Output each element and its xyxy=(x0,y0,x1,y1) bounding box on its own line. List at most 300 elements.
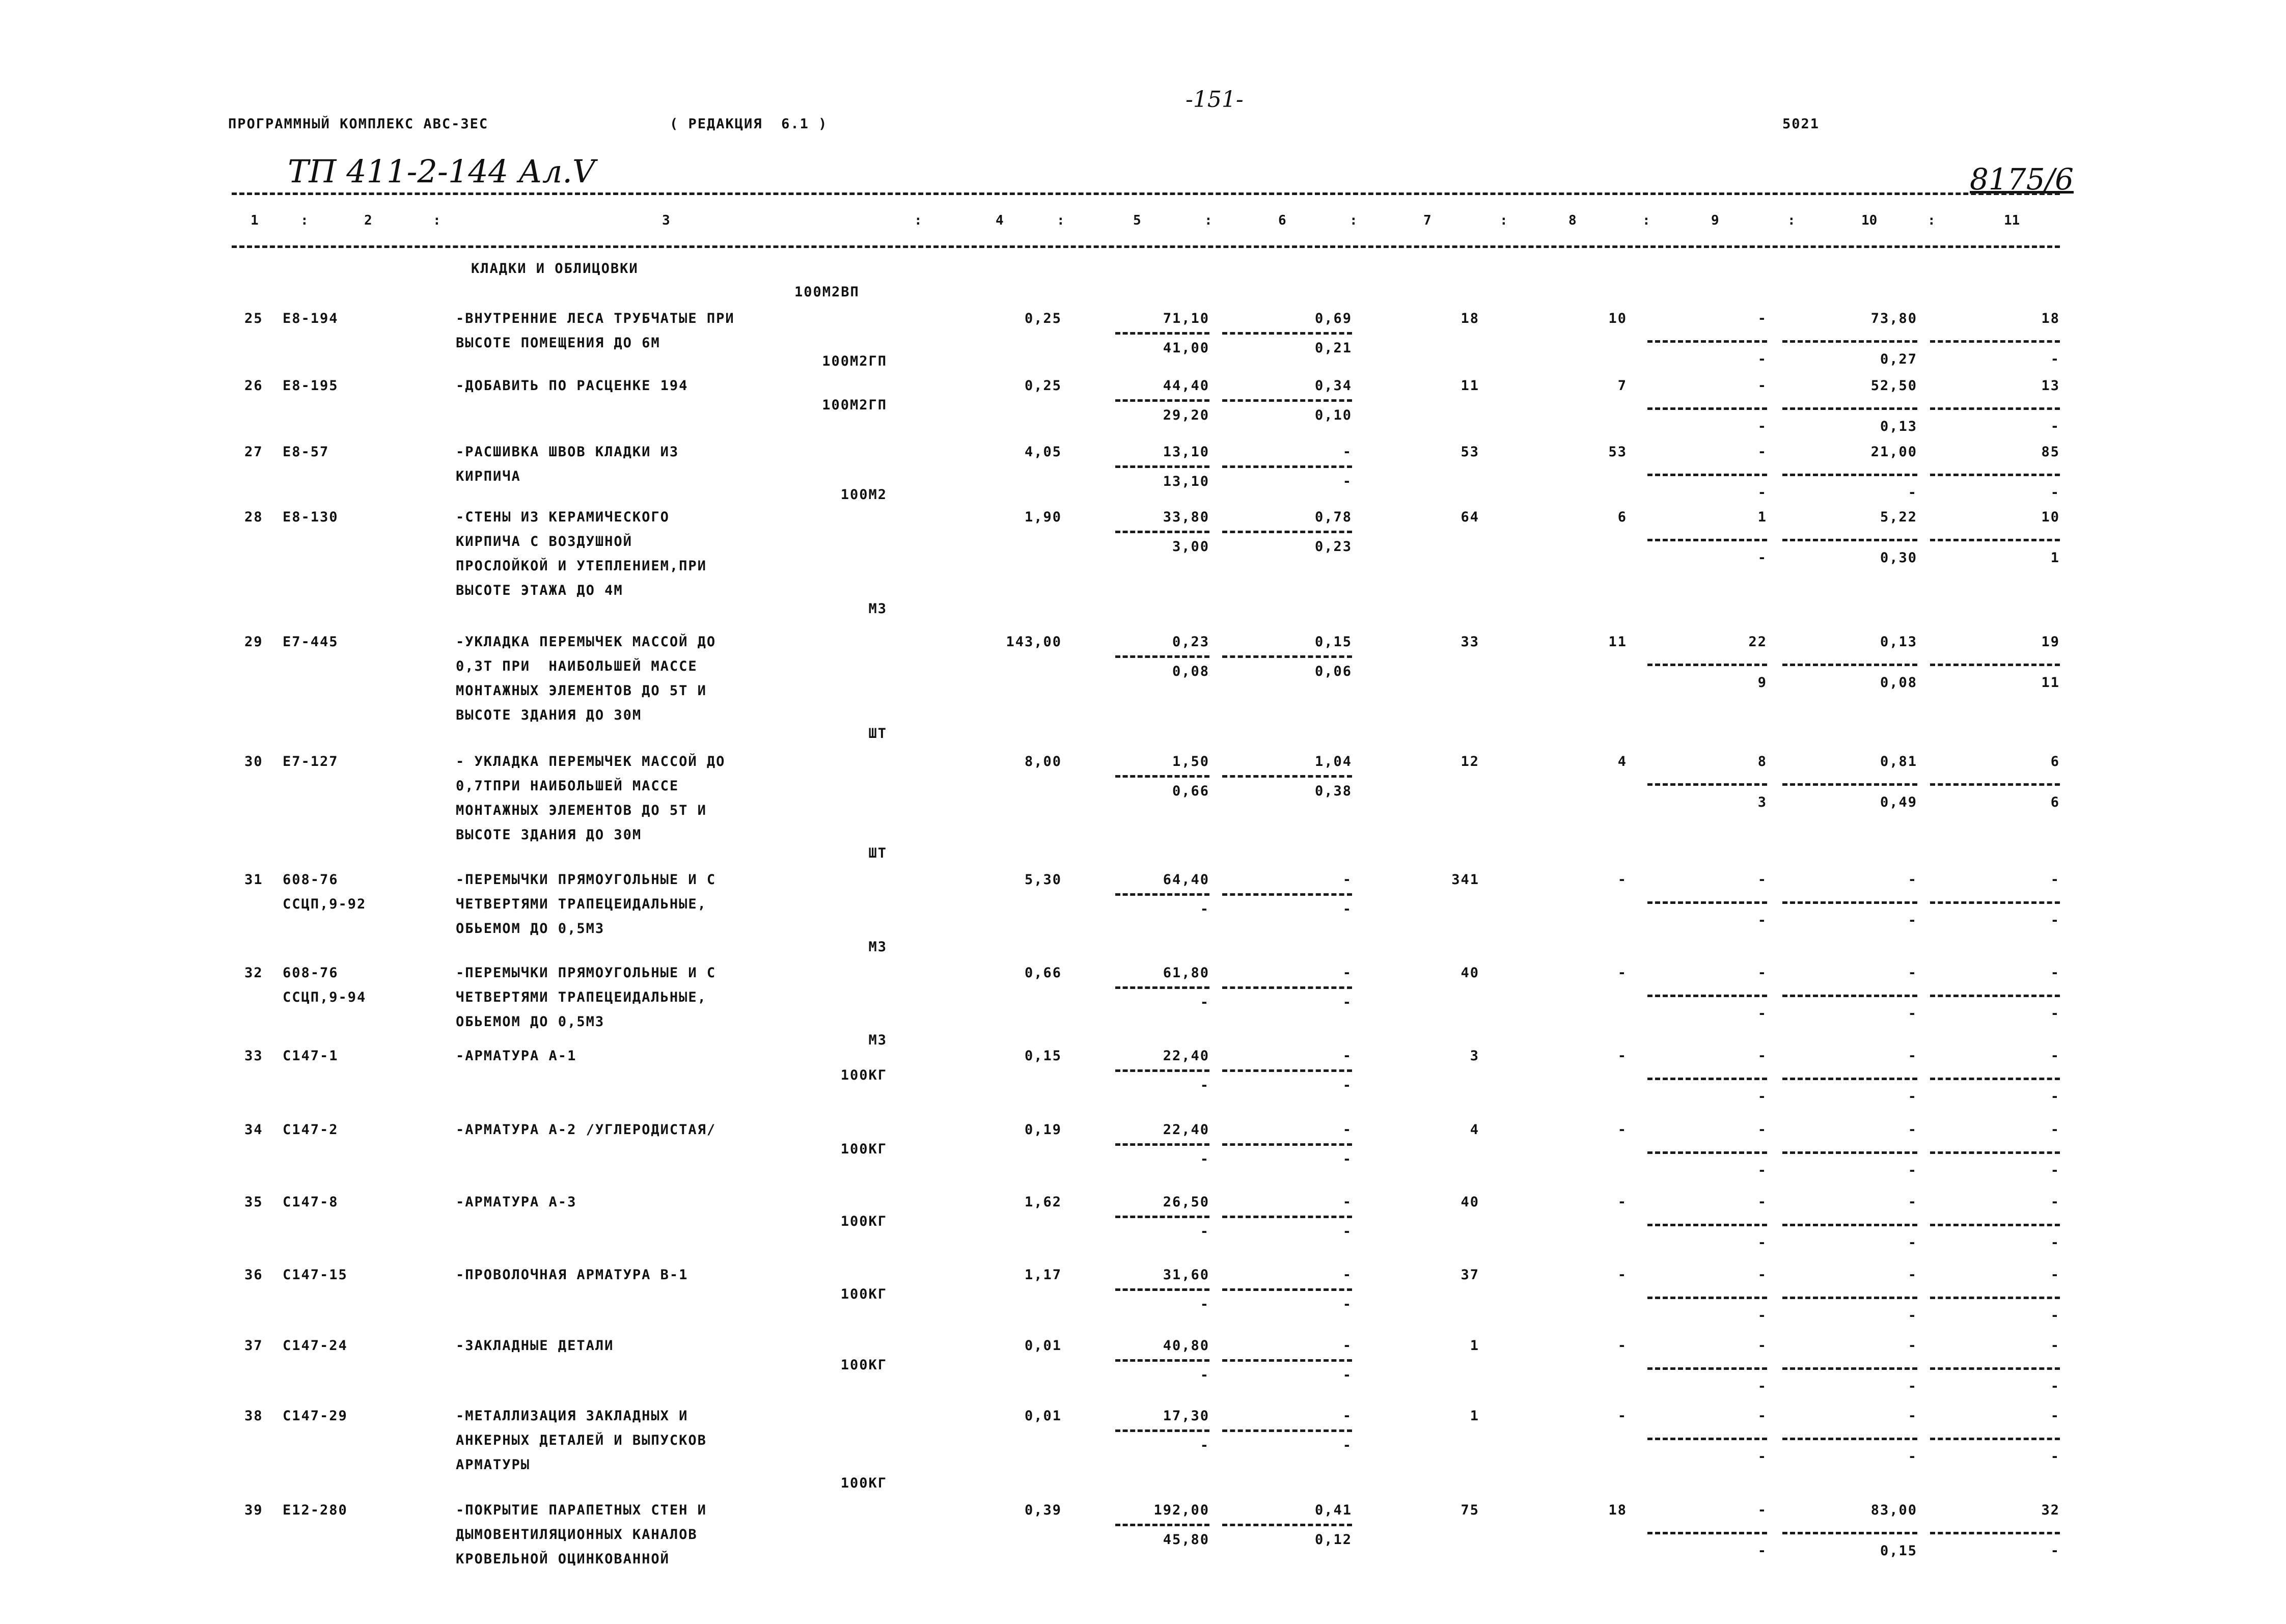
cell-c4: 143,00 xyxy=(1006,634,1062,650)
cell-c5: 26,50 xyxy=(1163,1194,1209,1210)
column-header-6: 6 xyxy=(1278,213,1286,228)
cell-c10: 73,80 xyxy=(1870,311,1917,326)
subtotal-rule xyxy=(1115,1429,1209,1432)
cell-bottom-c11: - xyxy=(2050,419,2060,434)
subtotal-rule xyxy=(1115,655,1209,658)
cell-bottom-c10: 0,15 xyxy=(1880,1543,1917,1559)
subtotal-rule xyxy=(1930,407,2060,410)
cell-c4: 4,05 xyxy=(1024,444,1062,460)
subtotal-rule xyxy=(1782,1297,1917,1299)
cell-c9: - xyxy=(1757,1194,1767,1210)
subtotal-rule xyxy=(1930,1438,2060,1440)
cell-c4: 0,25 xyxy=(1024,311,1062,326)
cell-bottom-c11: - xyxy=(2050,1163,2060,1178)
cell-bottom-c5: - xyxy=(1200,1438,1209,1453)
cell-c11: 32 xyxy=(2041,1502,2060,1518)
cell-c4: 1,90 xyxy=(1024,509,1062,525)
subtotal-rule xyxy=(1930,1532,2060,1534)
cell-c5: 31,60 xyxy=(1163,1267,1209,1283)
subtotal-rule xyxy=(1222,531,1352,533)
row-description: МОНТАЖНЫХ ЭЛЕМЕНТОВ ДО 5Т И xyxy=(456,683,707,699)
row-unit: 100М2ГП xyxy=(822,397,887,413)
cell-c7: 4 xyxy=(1470,1122,1479,1138)
cell-c11: - xyxy=(2050,1408,2060,1424)
cell-c8: - xyxy=(1617,1338,1627,1354)
subtotal-rule xyxy=(1222,399,1352,402)
cell-bottom-c9: - xyxy=(1757,1089,1767,1105)
cell-c11: 19 xyxy=(2041,634,2060,650)
cell-c7: 75 xyxy=(1461,1502,1479,1518)
row-description: АНКЕРНЫХ ДЕТАЛЕЙ И ВЫПУСКОВ xyxy=(456,1433,707,1448)
row-description: -СТЕНЫ ИЗ КЕРАМИЧЕСКОГО xyxy=(456,509,670,525)
subtotal-rule xyxy=(1647,1367,1767,1370)
cell-c10: 21,00 xyxy=(1870,444,1917,460)
cell-bottom-c10: 0,27 xyxy=(1880,351,1917,367)
cell-bottom-c5: 29,20 xyxy=(1163,407,1209,423)
cell-bottom-c5: 13,10 xyxy=(1163,474,1209,489)
cell-c11: 13 xyxy=(2041,378,2060,394)
row-unit: ШТ xyxy=(868,726,887,741)
row-unit: 100КГ xyxy=(840,1214,887,1229)
cell-c7: 1 xyxy=(1470,1408,1479,1424)
subtotal-rule xyxy=(1115,1359,1209,1362)
row-description: -ПРОВОЛОЧНАЯ АРМАТУРА В-1 xyxy=(456,1267,688,1283)
cell-bottom-c10: 0,49 xyxy=(1880,794,1917,810)
row-unit: М3 xyxy=(868,939,887,955)
subtotal-rule xyxy=(1782,1078,1917,1080)
cell-c9: - xyxy=(1757,1338,1767,1354)
row-number: 29 xyxy=(244,634,263,650)
cell-c11: - xyxy=(2050,1267,2060,1283)
header-rule-bottom xyxy=(232,245,2060,248)
row-code: ССЦП,9-92 xyxy=(283,896,367,912)
row-number: 27 xyxy=(244,444,263,460)
cell-c10: - xyxy=(1908,1122,1917,1138)
row-number: 36 xyxy=(244,1267,263,1283)
subtotal-rule xyxy=(1222,1143,1352,1146)
cell-bottom-c6: 0,21 xyxy=(1314,340,1352,356)
subtotal-rule xyxy=(1782,901,1917,904)
row-number: 32 xyxy=(244,965,263,981)
subtotal-rule xyxy=(1647,340,1767,343)
cell-bottom-c10: - xyxy=(1908,1308,1917,1324)
cell-bottom-c6: 0,23 xyxy=(1314,539,1352,555)
cell-bottom-c9: - xyxy=(1757,1163,1767,1178)
column-separator: : xyxy=(1204,213,1213,228)
cell-bottom-c6: - xyxy=(1342,1297,1352,1312)
row-description: -АРМАТУРА А-3 xyxy=(456,1194,577,1210)
row-description: ВЫСОТЕ ПОМЕЩЕНИЯ ДО 6М xyxy=(456,335,660,351)
row-code: ССЦП,9-94 xyxy=(283,989,367,1005)
cell-c7: 40 xyxy=(1461,1194,1479,1210)
cell-bottom-c11: 1 xyxy=(2050,550,2060,566)
row-code: С147-1 xyxy=(283,1048,339,1064)
cell-bottom-c9: - xyxy=(1757,1235,1767,1251)
cell-c6: - xyxy=(1342,1267,1352,1283)
cell-c10: - xyxy=(1908,872,1917,888)
row-code: Е12-280 xyxy=(283,1502,348,1518)
cell-c4: 1,17 xyxy=(1024,1267,1062,1283)
cell-bottom-c11: - xyxy=(2050,1543,2060,1559)
section-unit: 100М2ВП xyxy=(794,284,860,300)
subtotal-rule xyxy=(1782,407,1917,410)
subtotal-rule xyxy=(1222,465,1352,468)
cell-c10: - xyxy=(1908,1048,1917,1064)
cell-c7: 53 xyxy=(1461,444,1479,460)
cell-c11: - xyxy=(2050,1122,2060,1138)
header-rule-top xyxy=(232,192,2060,195)
column-separator: : xyxy=(1349,213,1358,228)
row-description: -УКЛАДКА ПЕРЕМЫЧЕК МАССОЙ ДО xyxy=(456,634,717,650)
cell-c9: 22 xyxy=(1748,634,1767,650)
cell-c4: 0,15 xyxy=(1024,1048,1062,1064)
subtotal-rule xyxy=(1647,664,1767,666)
row-unit: М3 xyxy=(868,1032,887,1048)
row-description: -ПЕРЕМЫЧКИ ПРЯМОУГОЛЬНЫЕ И С xyxy=(456,872,717,888)
cell-c5: 44,40 xyxy=(1163,378,1209,394)
subtotal-rule xyxy=(1782,995,1917,997)
column-header-2: 2 xyxy=(364,213,372,228)
cell-bottom-c6: - xyxy=(1342,474,1352,489)
row-code: Е7-127 xyxy=(283,754,339,769)
subtotal-rule xyxy=(1222,1524,1352,1526)
cell-c8: 4 xyxy=(1617,754,1627,769)
cell-bottom-c6: - xyxy=(1342,995,1352,1010)
cell-c6: 1,04 xyxy=(1314,754,1352,769)
subtotal-rule xyxy=(1222,775,1352,778)
cell-c6: 0,69 xyxy=(1314,311,1352,326)
row-number: 34 xyxy=(244,1122,263,1138)
column-separator: : xyxy=(1642,213,1650,228)
cell-bottom-c6: - xyxy=(1342,1151,1352,1167)
row-number: 39 xyxy=(244,1502,263,1518)
cell-c7: 11 xyxy=(1461,378,1479,394)
sheet-number: 8175/6 xyxy=(1970,162,2074,197)
cell-bottom-c6: 0,10 xyxy=(1314,407,1352,423)
column-separator: : xyxy=(1500,213,1508,228)
cell-c11: - xyxy=(2050,1048,2060,1064)
cell-c8: - xyxy=(1617,1048,1627,1064)
cell-c6: - xyxy=(1342,444,1352,460)
cell-c8: 53 xyxy=(1608,444,1627,460)
page-number: -151- xyxy=(1186,87,1244,113)
cell-c11: 85 xyxy=(2041,444,2060,460)
cell-bottom-c9: - xyxy=(1757,1543,1767,1559)
subtotal-rule xyxy=(1782,664,1917,666)
cell-c9: - xyxy=(1757,311,1767,326)
cell-c6: - xyxy=(1342,1408,1352,1424)
section-title: КЛАДКИ И ОБЛИЦОВКИ xyxy=(471,261,639,277)
row-number: 38 xyxy=(244,1408,263,1424)
row-description: -ДОБАВИТЬ ПО РАСЦЕНКЕ 194 xyxy=(456,378,688,394)
subtotal-rule xyxy=(1222,1288,1352,1291)
project-code: ТП 411-2-144 Ал.V xyxy=(288,153,595,190)
cell-c10: 0,81 xyxy=(1880,754,1917,769)
row-number: 35 xyxy=(244,1194,263,1210)
row-unit: М3 xyxy=(868,601,887,617)
cell-c5: 13,10 xyxy=(1163,444,1209,460)
subtotal-rule xyxy=(1222,1216,1352,1218)
row-code: Е8-195 xyxy=(283,378,339,394)
cell-c8: - xyxy=(1617,1194,1627,1210)
cell-bottom-c11: - xyxy=(2050,1308,2060,1324)
row-code: Е8-57 xyxy=(283,444,329,460)
cell-bottom-c10: - xyxy=(1908,1163,1917,1178)
cell-bottom-c5: 45,80 xyxy=(1163,1532,1209,1548)
cell-bottom-c9: - xyxy=(1757,1006,1767,1022)
subtotal-rule xyxy=(1782,1367,1917,1370)
row-description: ЧЕТВЕРТЯМИ ТРАПЕЦЕИДАЛЬНЫЕ, xyxy=(456,989,707,1005)
cell-bottom-c11: 6 xyxy=(2050,794,2060,810)
row-description: -АРМАТУРА А-2 /УГЛЕРОДИСТАЯ/ xyxy=(456,1122,717,1138)
row-description: КИРПИЧА xyxy=(456,469,521,484)
subtotal-rule xyxy=(1647,407,1767,410)
cell-bottom-c6: 0,38 xyxy=(1314,783,1352,799)
cell-c9: 1 xyxy=(1757,509,1767,525)
cell-bottom-c6: - xyxy=(1342,1078,1352,1093)
cell-c4: 8,00 xyxy=(1024,754,1062,769)
column-separator: : xyxy=(914,213,922,228)
cell-c6: - xyxy=(1342,1194,1352,1210)
row-description: КИРПИЧА С ВОЗДУШНОЙ xyxy=(456,534,632,549)
column-header-9: 9 xyxy=(1711,213,1719,228)
cell-c10: - xyxy=(1908,1408,1917,1424)
row-code: С147-8 xyxy=(283,1194,339,1210)
subtotal-rule xyxy=(1647,539,1767,541)
column-separator: : xyxy=(1057,213,1065,228)
cell-c10: 0,13 xyxy=(1880,634,1917,650)
cell-c10: 52,50 xyxy=(1870,378,1917,394)
subtotal-rule xyxy=(1222,655,1352,658)
subtotal-rule xyxy=(1647,1297,1767,1299)
subtotal-rule xyxy=(1782,1224,1917,1226)
cell-bottom-c5: - xyxy=(1200,901,1209,917)
cell-bottom-c6: - xyxy=(1342,1224,1352,1240)
row-number: 28 xyxy=(244,509,263,525)
row-description: 0,7ТПРИ НАИБОЛЬШЕЙ МАССЕ xyxy=(456,778,679,794)
subtotal-rule xyxy=(1222,893,1352,896)
cell-bottom-c6: - xyxy=(1342,1367,1352,1383)
cell-bottom-c9: - xyxy=(1757,550,1767,566)
cell-bottom-c9: - xyxy=(1757,1379,1767,1394)
row-number: 37 xyxy=(244,1338,263,1354)
row-description: -ПЕРЕМЫЧКИ ПРЯМОУГОЛЬНЫЕ И С xyxy=(456,965,717,981)
subtotal-rule xyxy=(1115,1524,1209,1526)
cell-c8: - xyxy=(1617,1122,1627,1138)
cell-c5: 1,50 xyxy=(1172,754,1209,769)
subtotal-rule xyxy=(1222,1429,1352,1432)
subtotal-rule xyxy=(1647,1532,1767,1534)
cell-bottom-c11: - xyxy=(2050,1089,2060,1105)
column-header-10: 10 xyxy=(1861,213,1878,228)
subtotal-rule xyxy=(1115,465,1209,468)
cell-bottom-c5: 3,00 xyxy=(1172,539,1209,555)
cell-bottom-c9: - xyxy=(1757,351,1767,367)
cell-bottom-c9: - xyxy=(1757,1449,1767,1465)
cell-c4: 0,01 xyxy=(1024,1408,1062,1424)
column-separator: : xyxy=(1787,213,1796,228)
cell-bottom-c10: - xyxy=(1908,1449,1917,1465)
cell-bottom-c10: 0,08 xyxy=(1880,675,1917,691)
cell-c10: - xyxy=(1908,1267,1917,1283)
cell-c9: - xyxy=(1757,1502,1767,1518)
cell-c6: - xyxy=(1342,872,1352,888)
cell-bottom-c10: - xyxy=(1908,1006,1917,1022)
cell-c4: 0,39 xyxy=(1024,1502,1062,1518)
subtotal-rule xyxy=(1930,664,2060,666)
cell-c8: - xyxy=(1617,1408,1627,1424)
subtotal-rule xyxy=(1222,986,1352,989)
cell-bottom-c10: 0,13 xyxy=(1880,419,1917,434)
cell-c9: - xyxy=(1757,872,1767,888)
row-description: ПРОСЛОЙКОЙ И УТЕПЛЕНИЕМ,ПРИ xyxy=(456,558,707,574)
subtotal-rule xyxy=(1222,332,1352,335)
cell-bottom-c11: - xyxy=(2050,1449,2060,1465)
cell-c6: - xyxy=(1342,965,1352,981)
column-separator: : xyxy=(300,213,309,228)
column-separator: : xyxy=(433,213,441,228)
cell-bottom-c6: 0,06 xyxy=(1314,664,1352,679)
row-unit: 100М2ГП xyxy=(822,353,887,369)
cell-c8: 6 xyxy=(1617,509,1627,525)
row-description: ДЫМОВЕНТИЛЯЦИОННЫХ КАНАЛОВ xyxy=(456,1527,698,1543)
row-unit: ШТ xyxy=(868,845,887,861)
subtotal-rule xyxy=(1647,995,1767,997)
cell-c4: 0,01 xyxy=(1024,1338,1062,1354)
row-description: ОБЬЕМОМ ДО 0,5М3 xyxy=(456,1014,605,1030)
cell-c5: 22,40 xyxy=(1163,1048,1209,1064)
cell-bottom-c6: - xyxy=(1342,901,1352,917)
cell-c6: - xyxy=(1342,1048,1352,1064)
row-unit: 100М2 xyxy=(840,487,887,503)
cell-c5: 192,00 xyxy=(1153,1502,1209,1518)
row-description: КРОВЕЛЬНОЙ ОЦИНКОВАННОЙ xyxy=(456,1551,670,1567)
subtotal-rule xyxy=(1115,986,1209,989)
cell-c11: - xyxy=(2050,1338,2060,1354)
row-unit: 100КГ xyxy=(840,1357,887,1373)
subtotal-rule xyxy=(1115,775,1209,778)
column-header-8: 8 xyxy=(1568,213,1577,228)
cell-c4: 1,62 xyxy=(1024,1194,1062,1210)
cell-bottom-c11: - xyxy=(2050,1235,2060,1251)
cell-c6: - xyxy=(1342,1122,1352,1138)
cell-bottom-c9: 9 xyxy=(1757,675,1767,691)
subtotal-rule xyxy=(1782,1438,1917,1440)
cell-bottom-c5: - xyxy=(1200,1297,1209,1312)
column-header-5: 5 xyxy=(1133,213,1141,228)
cell-c8: - xyxy=(1617,965,1627,981)
subtotal-rule xyxy=(1782,474,1917,476)
row-code: 608-76 xyxy=(283,965,339,981)
cell-c11: 18 xyxy=(2041,311,2060,326)
cell-c8: - xyxy=(1617,872,1627,888)
cell-bottom-c10: - xyxy=(1908,1089,1917,1105)
cell-c10: 5,22 xyxy=(1880,509,1917,525)
row-number: 25 xyxy=(244,311,263,326)
cell-bottom-c9: - xyxy=(1757,485,1767,501)
cell-c10: - xyxy=(1908,1338,1917,1354)
subtotal-rule xyxy=(1930,340,2060,343)
subtotal-rule xyxy=(1222,1069,1352,1072)
cell-c5: 22,40 xyxy=(1163,1122,1209,1138)
cell-c7: 37 xyxy=(1461,1267,1479,1283)
row-code: Е8-130 xyxy=(283,509,339,525)
column-header-3: 3 xyxy=(662,213,670,228)
row-description: -АРМАТУРА А-1 xyxy=(456,1048,577,1064)
cell-c7: 40 xyxy=(1461,965,1479,981)
cell-bottom-c10: - xyxy=(1908,913,1917,928)
row-description: ЧЕТВЕРТЯМИ ТРАПЕЦЕИДАЛЬНЫЕ, xyxy=(456,896,707,912)
row-description: -ВНУТРЕННИЕ ЛЕСА ТРУБЧАТЫЕ ПРИ xyxy=(456,311,735,326)
cell-bottom-c5: - xyxy=(1200,1367,1209,1383)
cell-c9: - xyxy=(1757,378,1767,394)
row-description: ВЫСОТЕ ЗДАНИЯ ДО 30М xyxy=(456,827,642,843)
cell-c4: 0,25 xyxy=(1024,378,1062,394)
cell-c11: 10 xyxy=(2041,509,2060,525)
cell-bottom-c11: - xyxy=(2050,913,2060,928)
subtotal-rule xyxy=(1647,1224,1767,1226)
subtotal-rule xyxy=(1115,332,1209,335)
subtotal-rule xyxy=(1115,399,1209,402)
row-unit: 100КГ xyxy=(840,1475,887,1491)
cell-c8: 10 xyxy=(1608,311,1627,326)
subtotal-rule xyxy=(1222,1359,1352,1362)
row-unit: 100КГ xyxy=(840,1286,887,1302)
subtotal-rule xyxy=(1115,531,1209,533)
cell-bottom-c10: - xyxy=(1908,1235,1917,1251)
row-code: Е8-194 xyxy=(283,311,339,326)
cell-c5: 17,30 xyxy=(1163,1408,1209,1424)
cell-c7: 12 xyxy=(1461,754,1479,769)
subtotal-rule xyxy=(1930,539,2060,541)
subtotal-rule xyxy=(1115,1216,1209,1218)
cell-c7: 64 xyxy=(1461,509,1479,525)
row-number: 31 xyxy=(244,872,263,888)
subtotal-rule xyxy=(1930,1151,2060,1154)
cell-c8: 7 xyxy=(1617,378,1627,394)
cell-c4: 0,66 xyxy=(1024,965,1062,981)
cell-c5: 40,80 xyxy=(1163,1338,1209,1354)
row-description: ОБЬЕМОМ ДО 0,5М3 xyxy=(456,921,605,937)
row-description: АРМАТУРЫ xyxy=(456,1457,531,1473)
subtotal-rule xyxy=(1782,1532,1917,1534)
cell-c4: 5,30 xyxy=(1024,872,1062,888)
row-number: 30 xyxy=(244,754,263,769)
cell-c11: - xyxy=(2050,1194,2060,1210)
subtotal-rule xyxy=(1782,1151,1917,1154)
cell-bottom-c10: - xyxy=(1908,485,1917,501)
cell-c11: - xyxy=(2050,965,2060,981)
cell-c7: 1 xyxy=(1470,1338,1479,1354)
subtotal-rule xyxy=(1930,474,2060,476)
subtotal-rule xyxy=(1115,893,1209,896)
subtotal-rule xyxy=(1930,1078,2060,1080)
cell-bottom-c10: 0,30 xyxy=(1880,550,1917,566)
program-title: ПРОГРАММНЫЙ КОМПЛЕКС АВС-3ЕС xyxy=(228,116,489,132)
cell-bottom-c9: - xyxy=(1757,1308,1767,1324)
subtotal-rule xyxy=(1647,1078,1767,1080)
cell-bottom-c11: - xyxy=(2050,351,2060,367)
cell-c11: - xyxy=(2050,872,2060,888)
cell-bottom-c6: 0,12 xyxy=(1314,1532,1352,1548)
cell-c9: - xyxy=(1757,1267,1767,1283)
cell-bottom-c5: - xyxy=(1200,1151,1209,1167)
row-description: 0,3Т ПРИ НАИБОЛЬШЕЙ МАССЕ xyxy=(456,658,698,674)
cell-bottom-c9: - xyxy=(1757,419,1767,434)
cell-c5: 71,10 xyxy=(1163,311,1209,326)
subtotal-rule xyxy=(1782,783,1917,786)
cell-c11: 6 xyxy=(2050,754,2060,769)
